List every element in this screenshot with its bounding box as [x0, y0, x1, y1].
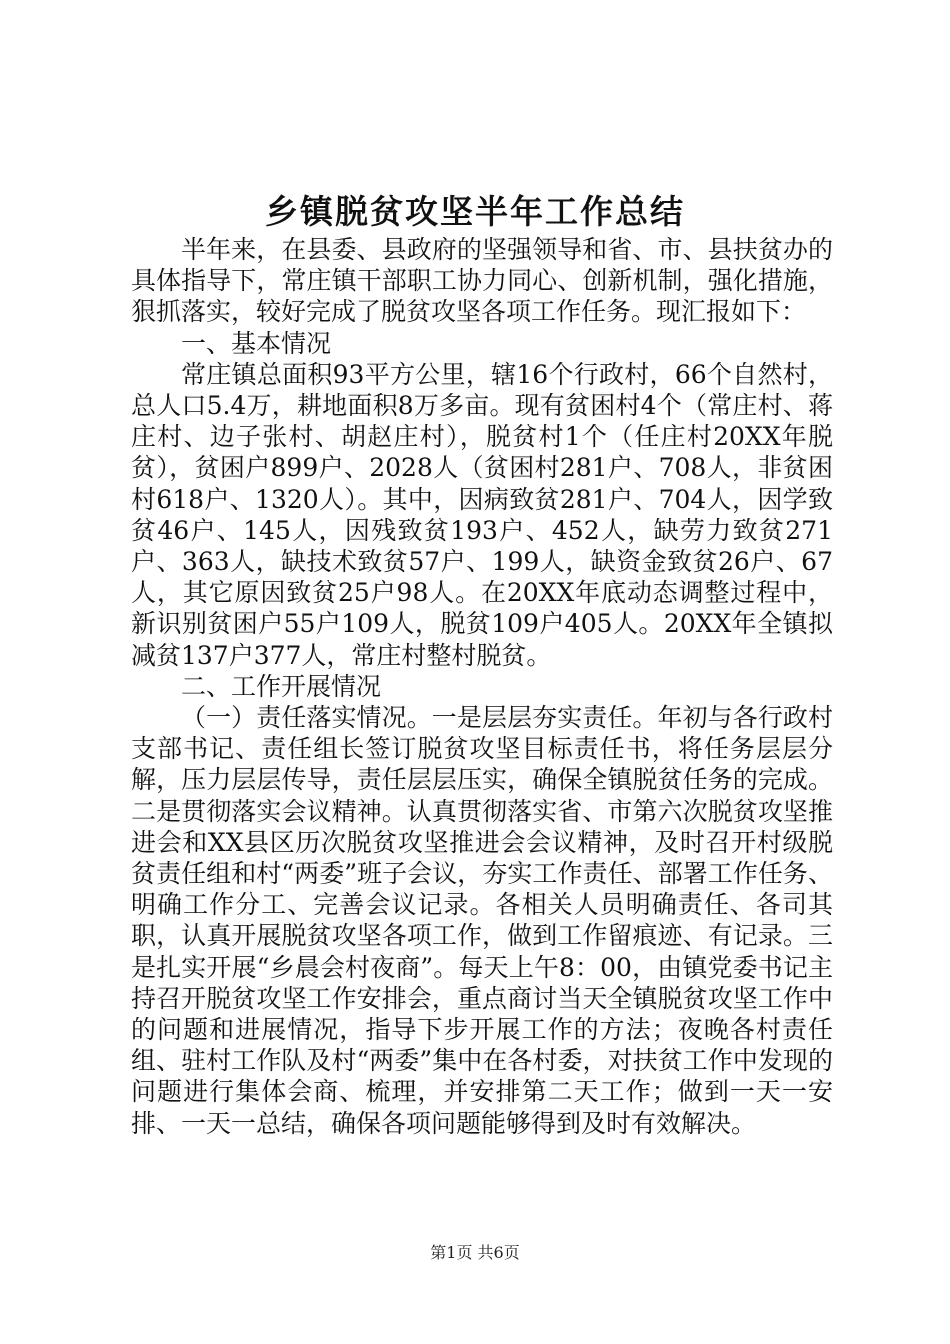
section-heading-basic-situation: 一、基本情况 — [181, 328, 332, 358]
section-heading-work-progress: 二、工作开展情况 — [181, 671, 382, 701]
page-number-footer: 第1页 共6页 — [430, 1243, 520, 1262]
document-title: 乡镇脱贫攻坚半年工作总结 — [265, 192, 685, 231]
responsibility-paragraph: （一）责任落实情况。一是层层夯实责任。年初与各行政村支部书记、责任组长签订脱贫攻坚目标责任书，将任务层层分解，压力层层传导，责任层层压实，确保全镇脱贫任务的完成。二是贯彻落实会议精神。认真贯彻落实省、市第六次脱贫攻坚推进会和XX县区历次脱贫攻坚推进会会议精神，及时召开村级脱贫责任组和村“两委”班子会议，夯实工作责任、部署工作任务、明确工作分工、完善会议记录。各相关人员明确责任、各司其职，认真开展脱贫攻坚各项工作，做到工作留痕迹、有记录。三是扎实开展“乡晨会村夜商”。每天上午8：00，由镇党委书记主持召开脱贫攻坚工作安排会，重点商讨当天全镇脱贫攻坚工作中的问题和进展情况，指导下步开展工作的方法；夜晚各村责任组、驻村工作队及村“两委”集中在各村委，对扶贫工作中发现的问题进行集体会商、梳理，并安排第二天工作；做到一天一安排、一天一总结，确保各项问题能够得到及时有效解决。 — [131, 703, 833, 1138]
basic-situation-paragraph: 常庄镇总面积93平方公里，辖16个行政村，66个自然村，总人口5.4万，耕地面积8万多亩。现有贫困村4个（常庄村、蒋庄村、边子张村、胡赵庄村），脱贫村1个（任庄村20XX年脱贫），贫困户899户、2028人（贫困村281户、708人，非贫困村618户、1320人）。其中，因病致贫281户、704人，因学致贫46户、145人，因残致贫193户、452人，缺劳力致贫271户、363人，缺技术致贫57户、199人，缺资金致贫26户、67人，其它原因致贫25户98人。在20XX年底动态调整过程中，新识别贫困户55户109人，脱贫109户405人。20XX年全镇拟减贫137户377人，常庄村整村脱贫。 — [131, 359, 833, 670]
intro-paragraph: 半年来，在县委、县政府的坚强领导和省、市、县扶贫办的具体指导下，常庄镇干部职工协力同心、创新机制，强化措施，狠抓落实，较好完成了脱贫攻坚各项工作任务。现汇报如下： — [131, 235, 833, 327]
document-body — [131, 234, 833, 1139]
